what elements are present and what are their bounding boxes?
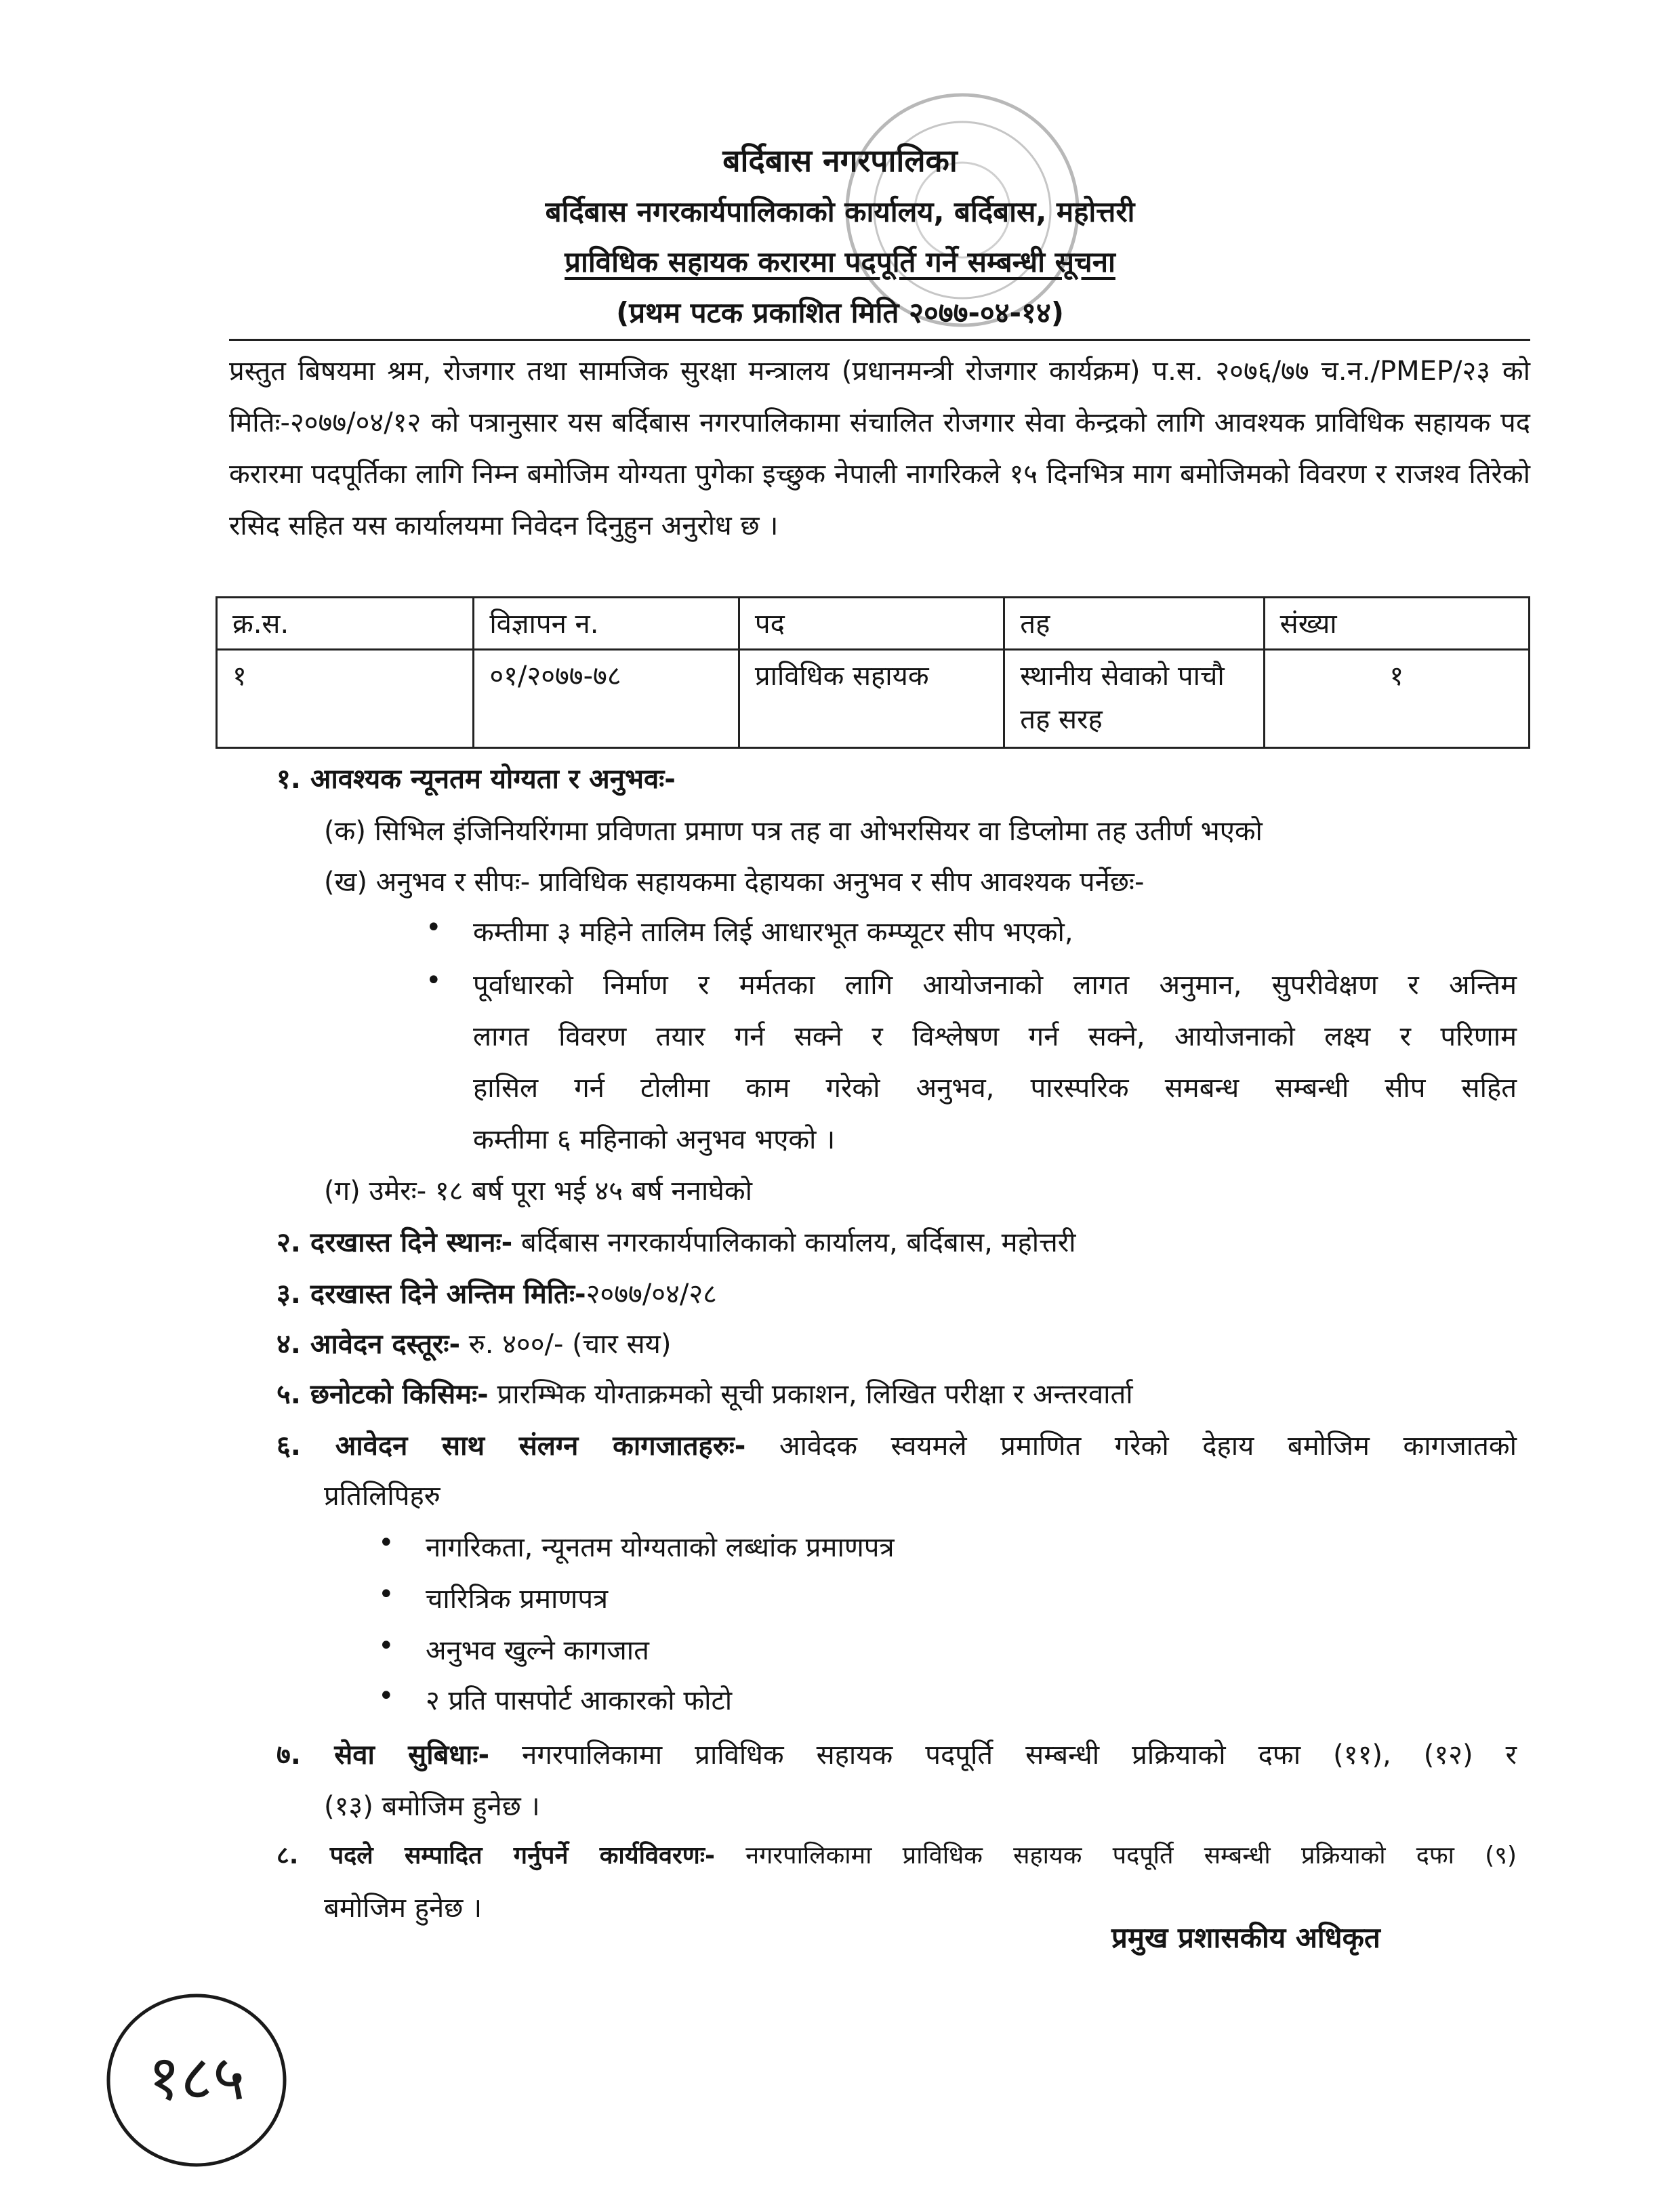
cell-post: प्राविधिक सहायक	[739, 650, 1004, 748]
bullet-icon: •	[426, 965, 442, 996]
col-header-level: तह	[1004, 598, 1264, 650]
bullet-icon: •	[378, 1579, 394, 1610]
header-divider	[229, 339, 1530, 341]
section-8-value: नगरपालिकामा प्राविधिक सहायक पदपूर्ति सम्बन्धी प्रक्रियाको दफा (९)	[745, 1842, 1517, 1870]
experience-item-1: कम्तीमा ३ महिने तालिम लिई आधारभूत कम्प्यूटर सीप भएको,	[473, 917, 1073, 948]
bullet-icon: •	[378, 1680, 394, 1712]
section-7	[276, 1735, 1517, 1772]
section-4-label: ४. आवेदन दस्तूरः-	[276, 1329, 461, 1360]
section-6-value: आवेदक स्वयमले प्रमाणित गरेको देहाय बमोजिम कागजातको	[779, 1430, 1517, 1462]
section-8-continued: बमोजिम हुनेछ ।	[324, 1893, 483, 1924]
section-1-kha: (ख) अनुभव र सीपः- प्राविधिक सहायकमा देहायका अनुभव र सीप आवश्यक पर्नेछः-	[324, 867, 1145, 898]
section-6-label: ६. आवेदन साथ संलग्न कागजातहरुः-	[276, 1430, 746, 1462]
section-2-label: २. दरखास्त दिने स्थानः-	[276, 1227, 513, 1258]
section-4	[276, 1324, 671, 1361]
handwritten-page-number	[95, 1979, 298, 2182]
publish-date: (प्रथम पटक प्रकाशित मिति २०७७-०४-१४)	[616, 296, 1064, 329]
section-3-label: ३. दरखास्त दिने अन्तिम मितिः-	[276, 1279, 586, 1310]
section-3-value: २०७७/०४/२८	[586, 1279, 717, 1310]
bullet-icon: •	[378, 1527, 394, 1559]
section-2	[276, 1222, 1075, 1260]
experience-item-2-line4: कम्तीमा ६ महिनाको अनुभव भएको ।	[473, 1124, 836, 1155]
section-6-continued: प्रतिलिपिहरु	[324, 1481, 441, 1512]
section-6	[276, 1426, 1517, 1463]
col-header-sn: क्र.स.	[217, 598, 474, 650]
col-header-ad-no: विज्ञापन न.	[474, 598, 739, 650]
intro-paragraph: प्रस्तुत बिषयमा श्रम, रोजगार तथा सामजिक सुरक्षा मन्त्रालय (प्रधानमन्त्री रोजगार कार्यक्रम) प.स. २०७६/७७ च.न./PMEP/२३ को मितिः-२०७७/०४/१२ को पत्रानुसार यस बर्दिबास नगरपालिकामा संचालित रोजगार सेवा केन्द्रको लागि आवश्यक प्राविधिक सहायक पद करारमा पदपूर्तिका लागि निम्न बमोजिम योग्यता पुगेका इच्छुक नेपाली नागरिकले १५ दिनभित्र माग बमोजिमको विवरण र राजश्व तिरेको रसिद सहित यस कार्यालयमा निवेदन दिनुहुन अनुरोध छ ।	[229, 356, 1530, 541]
section-3	[276, 1274, 717, 1311]
bullet-icon: •	[426, 912, 442, 943]
col-header-post: पद	[739, 598, 1004, 650]
cell-ad-no: ०१/२०७७-७८	[474, 650, 739, 748]
document-item: चारित्रिक प्रमाणपत्र	[426, 1584, 609, 1615]
section-7-continued: (१३) बमोजिम हुनेछ ।	[324, 1791, 540, 1822]
section-5-label: ५. छनोटको किसिमः-	[276, 1379, 489, 1410]
section-7-label: ७. सेवा सुबिधाः-	[276, 1739, 490, 1771]
section-8-label: ८. पदले सम्पादित गर्नुपर्ने कार्यविवरणः-	[276, 1842, 715, 1870]
cell-level: स्थानीय सेवाको पाचौ तह सरह	[1004, 650, 1264, 748]
col-header-count: संख्या	[1264, 598, 1529, 650]
page-number-text: १८५	[148, 2042, 245, 2114]
document-item: नागरिकता, न्यूनतम योग्यताको लब्धांक प्रमाणपत्र	[426, 1532, 895, 1563]
section-1-ka: (क) सिभिल इंजिनियरिंगमा प्रविणता प्रमाण पत्र तह वा ओभरसियर वा डिप्लोमा तह उतीर्ण भएको	[324, 816, 1263, 847]
office-name: बर्दिबास नगरकार्यपालिकाको कार्यालय, बर्दिबास, महोत्तरी	[545, 195, 1135, 228]
signatory-title: प्रमुख प्रशासकीय अधिकृत	[1111, 1921, 1380, 1954]
document-item: २ प्रति पासपोर्ट आकारको फोटो	[426, 1685, 733, 1716]
section-2-value: बर्दिबास नगरकार्यपालिकाको कार्यालय, बर्दिबास, महोत्तरी	[520, 1227, 1076, 1258]
section-4-value: रु. ४००/- (चार सय)	[468, 1329, 672, 1360]
bullet-icon: •	[378, 1630, 394, 1661]
notice-title: प्राविधिक सहायक करारमा पदपूर्ति गर्ने सम्बन्धी सूचना	[565, 245, 1115, 278]
experience-item-2-line1: पूर्वाधारको निर्माण र मर्मतका लागि आयोजनाको लागत अनुमान, सुपरीवेक्षण र अन्तिम	[473, 970, 1517, 1001]
municipality-name: बर्दिबास नगरपालिका	[722, 142, 958, 179]
vacancy-table	[216, 596, 1530, 749]
section-1-title: १. आवश्यक न्यूनतम योग्यता र अनुभवः-	[276, 764, 676, 795]
section-1-ga: (ग) उमेरः- १८ बर्ष पूरा भई ४५ बर्ष ननाघेको	[324, 1176, 752, 1207]
section-5-value: प्रारम्भिक योग्ताक्रमको सूची प्रकाशन, लिखित परीक्षा र अन्तरवार्ता	[497, 1379, 1133, 1410]
experience-item-2-line3: हासिल गर्न टोलीमा काम गरेको अनुभव, पारस्परिक समबन्ध सम्बन्धी सीप सहित	[473, 1073, 1517, 1104]
table-header-row	[217, 598, 1530, 650]
cell-sn: १	[217, 650, 474, 748]
document-item: अनुभव खुल्ने कागजात	[426, 1635, 649, 1666]
cell-count: १	[1264, 650, 1529, 748]
table-row	[217, 650, 1530, 748]
section-7-value: नगरपालिकामा प्राविधिक सहायक पदपूर्ति सम्बन्धी प्रक्रियाको दफा (११), (१२) र	[522, 1739, 1517, 1771]
experience-item-2-line2: लागत विवरण तयार गर्न सक्ने र विश्लेषण गर्न सक्ने, आयोजनाको लक्ष्य र परिणाम	[473, 1021, 1517, 1052]
section-8	[276, 1838, 1517, 1871]
section-5	[276, 1374, 1133, 1411]
